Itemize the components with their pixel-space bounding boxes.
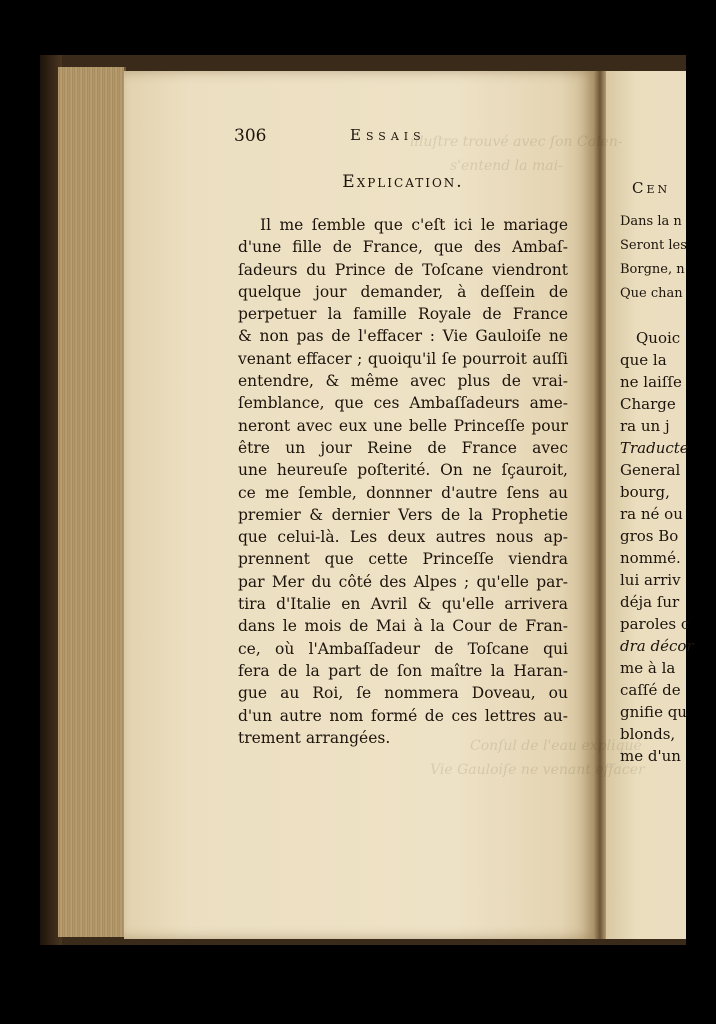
text-line: quelque jour demander, à deſſein de — [238, 282, 568, 301]
text-line: Il me ſemble que c'eſt ici le mariage — [260, 216, 568, 234]
text-line: être un jour Reine de France avec — [238, 438, 568, 457]
next-page-line: Que chan — [620, 286, 683, 301]
text-line: par Mer du côté des Alpes ; qu'elle par- — [238, 572, 568, 591]
next-page-line: lui arriv — [620, 571, 681, 589]
page-block-edge — [58, 67, 126, 937]
text-line: neront avec eux une belle Princeſſe pour — [238, 416, 568, 435]
text-line: perpetuer la famille Royale de France — [238, 305, 568, 324]
text-line: ce, où l'Ambaſſadeur de Toſcane qui — [238, 639, 568, 658]
next-page-line: paroles c — [620, 615, 690, 633]
page-header — [0, 126, 716, 150]
next-page-line: Dans la n — [620, 214, 682, 229]
next-page-line: me d'un — [620, 747, 681, 765]
book-gutter — [594, 71, 606, 939]
next-page-line: nommé. — [620, 549, 681, 567]
next-page-line: bourg, — [620, 483, 670, 501]
next-page-line: gros Bo — [620, 527, 679, 545]
text-line: ſemblance, que ces Ambaſſadeurs ame- — [238, 394, 568, 413]
next-page-line: General — [620, 461, 681, 479]
show-through-text: Conſul de l'eau expliqué — [470, 738, 642, 754]
next-page-line: Seront les — [620, 238, 687, 253]
show-through-text: Vie Gauloiſe ne venant effacer — [430, 762, 645, 778]
next-page-line: ra un j — [620, 417, 670, 435]
text-line: ſadeurs du Prince de Toſcane viendront — [238, 260, 568, 279]
text-line: fera de la part de ſon maître la Haran- — [238, 661, 568, 680]
text-line: entendre, & même avec plus de vrai- — [238, 372, 568, 391]
show-through-text: s'entend la mai- — [450, 158, 563, 174]
text-line: d'une fille de France, que des Ambaſ- — [238, 238, 568, 257]
right-page-partial — [606, 71, 694, 939]
next-page-line: ne laiſſe — [620, 373, 682, 391]
next-page-line: dra décor — [620, 637, 694, 655]
page-number: 306 — [234, 126, 267, 146]
text-line: gue au Roi, ſe nommera Doveau, ou — [238, 684, 568, 703]
text-line: venant effacer ; quoiqu'il ſe pourroit auſſi — [238, 349, 568, 368]
body-text — [238, 214, 568, 749]
text-line: d'un autre nom formé de ces lettres au- — [238, 706, 568, 725]
next-page-line: ra né ou — [620, 505, 683, 523]
text-line: premier & dernier Vers de la Prophetie — [238, 505, 568, 524]
section-title: Explication. — [342, 172, 464, 192]
next-page-line: Traducte — [620, 439, 689, 457]
next-page-line: blonds, — [620, 725, 676, 743]
next-page-line: caſſé de — [620, 681, 681, 699]
next-page-line: déja ſur — [620, 593, 680, 611]
show-through-text: illuſtre trouvé avec ſon Calen- — [410, 134, 623, 150]
text-line: dans le mois de Mai à la Cour de Fran- — [238, 617, 568, 636]
text-line: une heureuſe poſterité. On ne ſçauroit, — [238, 461, 568, 480]
text-line: ce me ſemble, donnner d'autre ſens au — [238, 483, 568, 502]
running-title: Essais — [350, 126, 426, 144]
text-line: tira d'Italie en Avril & qu'elle arrivera — [238, 595, 568, 614]
text-line: prennent que cette Princeſſe viendra — [238, 550, 568, 569]
next-page-line: gnifie qu — [620, 703, 687, 721]
next-page-line: Borgne, n — [620, 262, 685, 277]
next-page-line: Cen — [632, 179, 671, 197]
next-page-line: que la — [620, 351, 667, 369]
text-line: trement arrangées. — [238, 728, 391, 747]
next-page-line: Quoic — [636, 329, 681, 347]
text-line: que celui-là. Les deux autres nous ap- — [238, 528, 568, 547]
next-page-line: me à la — [620, 659, 676, 677]
text-line: & non pas de l'effacer : Vie Gauloiſe ne — [238, 327, 568, 346]
next-page-line: Charge — [620, 395, 676, 413]
